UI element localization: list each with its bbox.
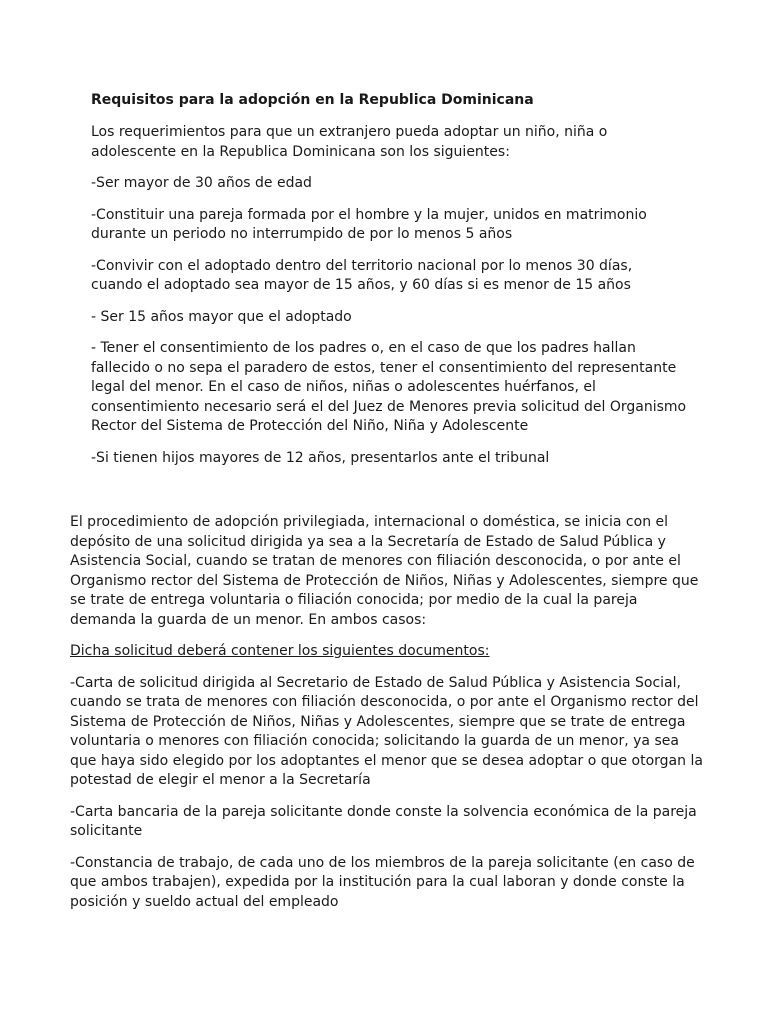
document-title: Requisitos para la adopción en la Republica Dominicana (91, 92, 534, 108)
requirement-item: - Tener el consentimiento de los padres o, en el caso de que los padres hallan fallecido o no sepa el paradero de estos, tener el consentimiento del representante legal del menor. En el caso de niños, niñas o adolescentes huérfanos, el consentimiento necesario será el del Juez de Menores previa solicitud del Organismo Rector del Sistema de Protección del Niño, Niña y Adolescente (91, 340, 687, 434)
requirement-item: -Constituir una pareja formada por el hombre y la mujer, unidos en matrimonio durante un periodo no interrumpido de por lo menos 5 años (91, 206, 647, 242)
document-item: -Constancia de trabajo, de cada uno de los miembros de la pareja solicitante (en caso de que ambos trabajen), expedida por la institución para la cual laboran y donde conste la posición y sueldo actual del empleado (70, 854, 695, 910)
requirements-section (91, 90, 691, 480)
document-item: -Carta bancaria de la pareja solicitante donde conste la solvencia económica de la pareja solicitante (70, 803, 697, 839)
requirement-item: -Convivir con el adoptado dentro del territorio nacional por lo menos 30 días, cuando el adoptado sea mayor de 15 años, y 60 días si es menor de 15 años (91, 257, 633, 293)
procedure-section (70, 513, 710, 924)
documents-heading: Dicha solicitud deberá contener los siguientes documentos: (70, 643, 490, 659)
intro-paragraph: Los requerimientos para que un extranjero pueda adoptar un niño, niña o adolescente en la Republica Dominicana son los siguientes: (91, 124, 608, 160)
document-item: -Carta de solicitud dirigida al Secretario de Estado de Salud Pública y Asistencia Social, cuando se trata de menores con filiación desconocida, o por ante el Organismo rector del Sistema de Protección de Niños, Niñas y Adolescentes, siempre que se trate de entrega voluntaria o menores con filiación conocida; solicitando la guarda de un menor, ya sea que haya sido elegido por los adoptantes el menor que se desea adoptar o que otorgan la potestad de elegir el menor a la Secretaría (70, 674, 703, 788)
requirement-item: -Si tienen hijos mayores de 12 años, presentarlos ante el tribunal (91, 449, 550, 466)
procedure-paragraph: El procedimiento de adopción privilegiada, internacional o doméstica, se inicia con el depósito de una solicitud dirigida ya sea a la Secretaría de Estado de Salud Pública y Asistencia Social, cuando se tratan de menores con filiación desconocida, o por ante el Organismo rector del Sistema de Protección de Niños, Niñas y Adolescentes, siempre que se trate de entrega voluntaria o filiación conocida; por medio de la cual la pareja demanda la guarda de un menor. En ambos casos: (70, 514, 699, 628)
requirement-item: - Ser 15 años mayor que el adoptado (91, 308, 352, 325)
requirement-item: -Ser mayor de 30 años de edad (91, 175, 312, 191)
